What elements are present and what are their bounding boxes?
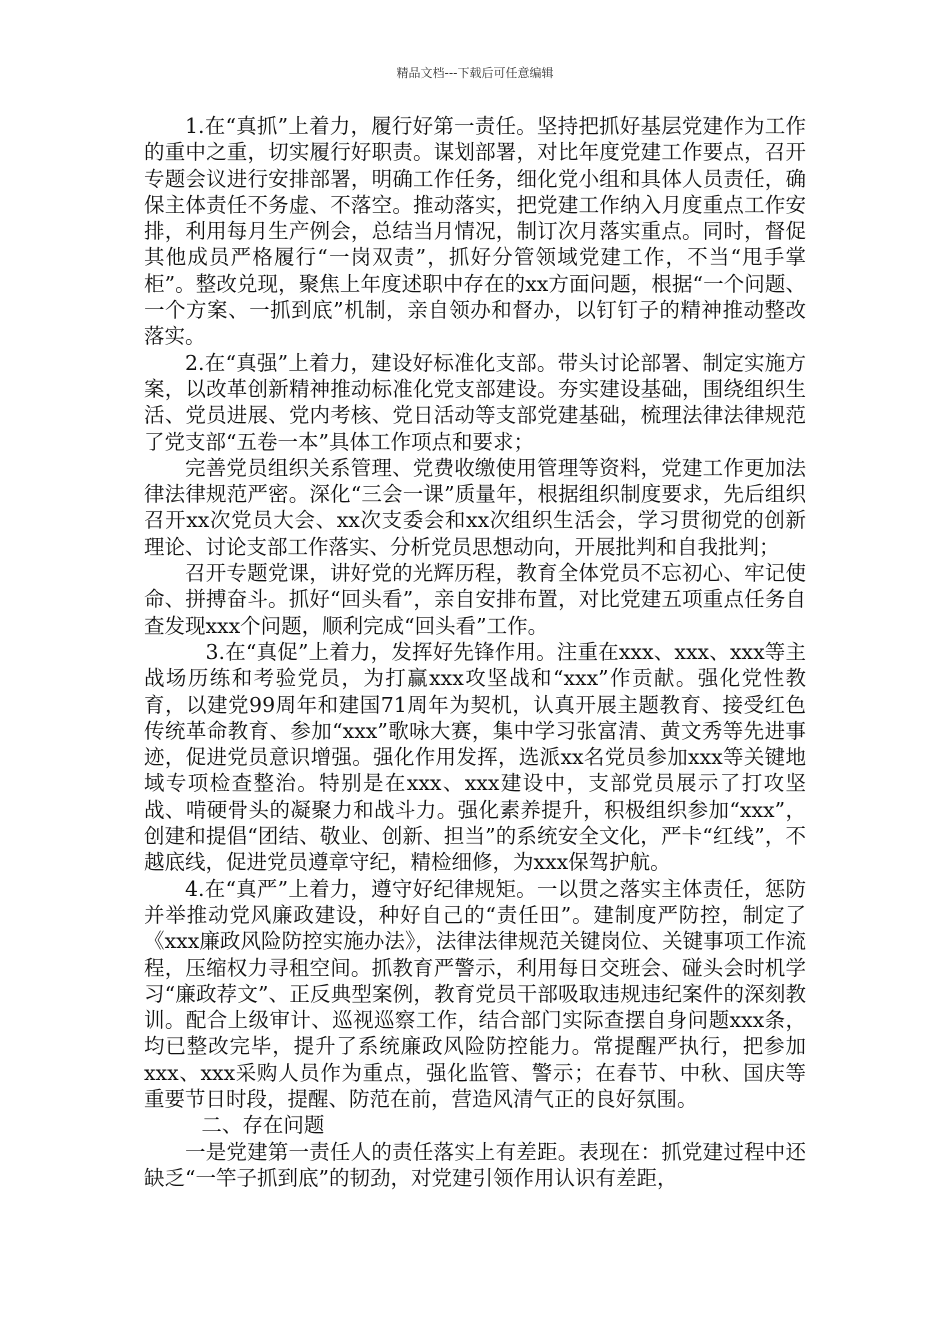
paragraph-problem-one: 一是党建第一责任人的责任落实上有差距。表现在：抓党建过程中还缺乏“一竿子抓到底”的韧劲，对党建引领作用认识有差距， <box>144 1139 806 1190</box>
paragraph-party-lecture: 召开专题党课，讲好党的光辉历程，教育全体党员不忘初心、牢记使命、拼搏奋斗。抓好“回头看”，亲自安排布置，对比党建五项重点任务自查发现xxx个问题，顺利完成“回头看”工作。 <box>144 561 806 638</box>
paragraph-party-management: 完善党员组织关系管理、党费收缴使用管理等资料，党建工作更加法律法律规范严密。深化“三会一课”质量年，根据组织制度要求，先后组织召开xx次党员大会、xx次支委会和xx次组织生活会，学习贯彻党的创新理论、讨论支部工作落实、分析党员思想动向，开展批判和自我批判； <box>144 455 806 559</box>
paragraph-real-grasp: 1.在“真抓”上着力，履行好第一责任。坚持把抓好基层党建作为工作的重中之重，切实履行好职责。谋划部署，对比年度党建工作要点，召开专题会议进行安排部署，明确工作任务，细化党小组和具体人员责任，确保主体责任不务虚、不落空。推动落实，把党建工作纳入月度重点工作安排，利用每月生产例会，总结当月情况，制订次月落实重点。同时，督促其他成员严格履行“一岗双责”，抓好分管领域党建工作，不当“甩手掌柜”。整改兑现，聚焦上年度述职中存在的xx方面问题，根据“一个问题、一个方案、一抓到底”机制，亲自领办和督办，以钉钉子的精神推动整改落实。 <box>144 114 806 349</box>
section-heading-problems: 二、存在问题 <box>201 1113 325 1138</box>
paragraph-real-strong: 2.在“真强”上着力，建设好标准化支部。带头讨论部署、制定实施方案，以改革创新精神推动标准化党支部建设。夯实建设基础，围绕组织生活、党员进展、党内考核、党日活动等支部党建基础，梳理法律法律规范了党支部“五卷一本”具体工作项点和要求； <box>144 350 806 454</box>
paragraph-real-strict: 4.在“真严”上着力，遵守好纪律规矩。一以贯之落实主体责任，惩防并举推动党风廉政建设，种好自己的“责任田”。建制度严防控，制定了《xxx廉政风险防控实施办法》，法律法律规范关键岗位、关键事项工作流程，压缩权力寻租空间。抓教育严警示，利用每日交班会、碰头会时机学习“廉政荐文”、正反典型案例，教育党员干部吸取违规违纪案件的深刻教训。配合上级审计、巡视巡察工作，结合部门实际查摆自身问题xxx条，均已整改完毕，提升了系统廉政风险防控能力。常提醒严执行，把参加xxx、xxx采购人员作为重点，强化监管、警示；在春节、中秋、国庆等重要节日时段，提醒、防范在前，营造风清气正的良好氛围。 <box>144 876 806 1111</box>
page-header: 精品文档---下载后可任意编辑 <box>396 66 554 80</box>
paragraph-real-promote: 3.在“真促”上着力，发挥好先锋作用。注重在xxx、xxx、xxx等主战场历练和考验党员，为打赢xxx攻坚战和“xxx”作贡献。强化党性教育，以建党99周年和建国71周年为契机，认真开展主题教育、接受红色传统革命教育、参加“xxx”歌咏大赛，集中学习张富清、黄文秀等先进事迹，促进党员意识增强。强化作用发挥，选派xx名党员参加xxx等关键地域专项检查整治。特别是在xxx、xxx建设中，支部党员展示了打攻坚战、啃硬骨头的凝聚力和战斗力。强化素养提升，积极组织参加“xxx”，创建和提倡“团结、敬业、创新、担当”的系统安全文化，严卡“红线”，不越底线，促进党员遵章守纪，精检细修，为xxx保驾护航。 <box>144 639 806 875</box>
document-body <box>144 113 806 1191</box>
